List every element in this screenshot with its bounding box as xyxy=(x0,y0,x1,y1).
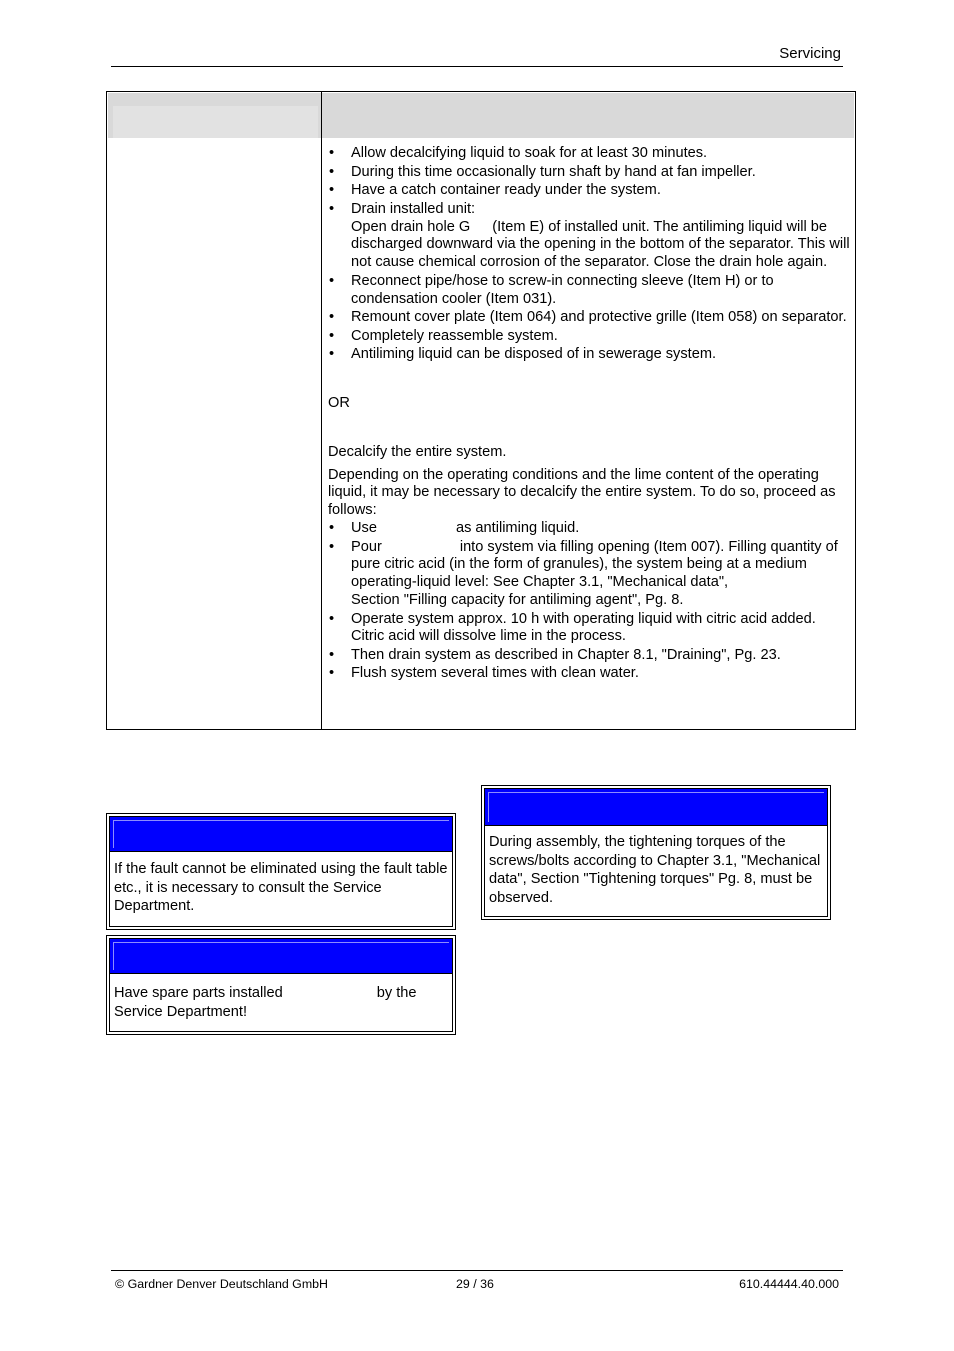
column-divider xyxy=(321,92,322,729)
list-item: • Then drain system as described in Chapter 8.1, "Draining", Pg. 23. xyxy=(328,647,850,665)
footer-rule xyxy=(111,1270,843,1271)
torque-note-box xyxy=(481,785,831,920)
list-item: • Flush system several times with clean water. xyxy=(328,665,850,683)
decalcify-intro: Depending on the operating conditions and the lime content of the operating liquid, it may be necessary to decalcify the entire system. To do so, proceed as follows: xyxy=(328,466,836,519)
procedure-table xyxy=(106,91,856,730)
spare-text-a: Have spare parts installed xyxy=(114,985,283,1001)
footer-copyright: © Gardner Denver Deutschland GmbH xyxy=(115,1277,328,1291)
list-item: • During this time occasionally turn shaft by hand at fan impeller. xyxy=(328,164,850,182)
section-title: Servicing xyxy=(779,45,841,62)
list-item: • Operate system approx. 10 h with operating liquid with citric acid added. Citric acid will dissolve lime in the process. xyxy=(328,611,850,647)
list-item: • Completely reassemble system. xyxy=(328,328,850,346)
note-header-bar xyxy=(110,817,452,851)
drain-text-b: (Item E) of installed unit. The antiliming liquid will be discharged downward via the opening in the bottom of the separator. This will not cause chemical corrosion of the separator. Close the drain hole again. xyxy=(351,218,850,271)
fault-note-box xyxy=(106,813,456,930)
list-item: • Antiliming liquid can be disposed of in sewerage system. xyxy=(328,346,850,364)
spare-text-c: Service Department! xyxy=(114,1003,248,1020)
pour-text-a: Pour xyxy=(351,538,382,555)
spare-parts-note-text xyxy=(114,984,448,1021)
header-rule xyxy=(111,66,843,67)
use-text-b: as antiliming liquid. xyxy=(455,519,580,536)
list-item: • Reconnect pipe/hose to screw-in connecting sleeve (Item H) or to condensation cooler (Item 031). xyxy=(328,273,850,309)
note-header-bar xyxy=(485,789,827,825)
spare-text-b: by the xyxy=(376,985,417,1001)
list-item-drain xyxy=(328,201,850,272)
use-text-a: Use xyxy=(351,519,377,536)
list-item-use xyxy=(328,520,850,538)
procedure-list-a xyxy=(328,145,850,364)
spare-parts-note-box xyxy=(106,935,456,1035)
or-label: OR xyxy=(328,394,350,411)
note-header-bar xyxy=(110,939,452,973)
drain-instructions xyxy=(351,219,850,272)
decalcify-title: Decalcify the entire system. xyxy=(328,443,507,460)
table-header-cell-left xyxy=(113,106,318,138)
torque-note-text: During assembly, the tightening torques of the screws/bolts according to Chapter 3.1, "Mechanical data", Section "Tightening torques" Pg. 8, must be observed. xyxy=(489,834,821,906)
list-item-pour xyxy=(328,539,850,610)
fault-note-text: If the fault cannot be eliminated using the fault table etc., it is necessary to consult the Service Department. xyxy=(114,861,448,915)
list-item: • Allow decalcifying liquid to soak for at least 30 minutes. xyxy=(328,145,850,163)
footer-doc-number: 610.44444.40.000 xyxy=(739,1277,839,1291)
footer-page-number: 29 / 36 xyxy=(456,1277,494,1291)
list-item: • Have a catch container ready under the system. xyxy=(328,182,850,200)
drain-label: • Drain installed unit: xyxy=(351,200,476,217)
pour-text-c: Section "Filling capacity for antiliming agent", Pg. 8. xyxy=(351,591,684,608)
drain-text-a: Open drain hole G xyxy=(351,218,471,235)
pour-text-b: into system via filling opening (Item 007). Filling quantity of pure citric acid (in the form of granules), the system being at a medium operating-liquid level: See Chapter 3.1, "Mechanical data", xyxy=(351,538,838,591)
procedure-cell xyxy=(328,145,850,684)
procedure-list-b xyxy=(328,520,850,683)
list-item: • Remount cover plate (Item 064) and protective grille (Item 058) on separator. xyxy=(328,309,850,327)
table-header-row xyxy=(108,93,854,138)
